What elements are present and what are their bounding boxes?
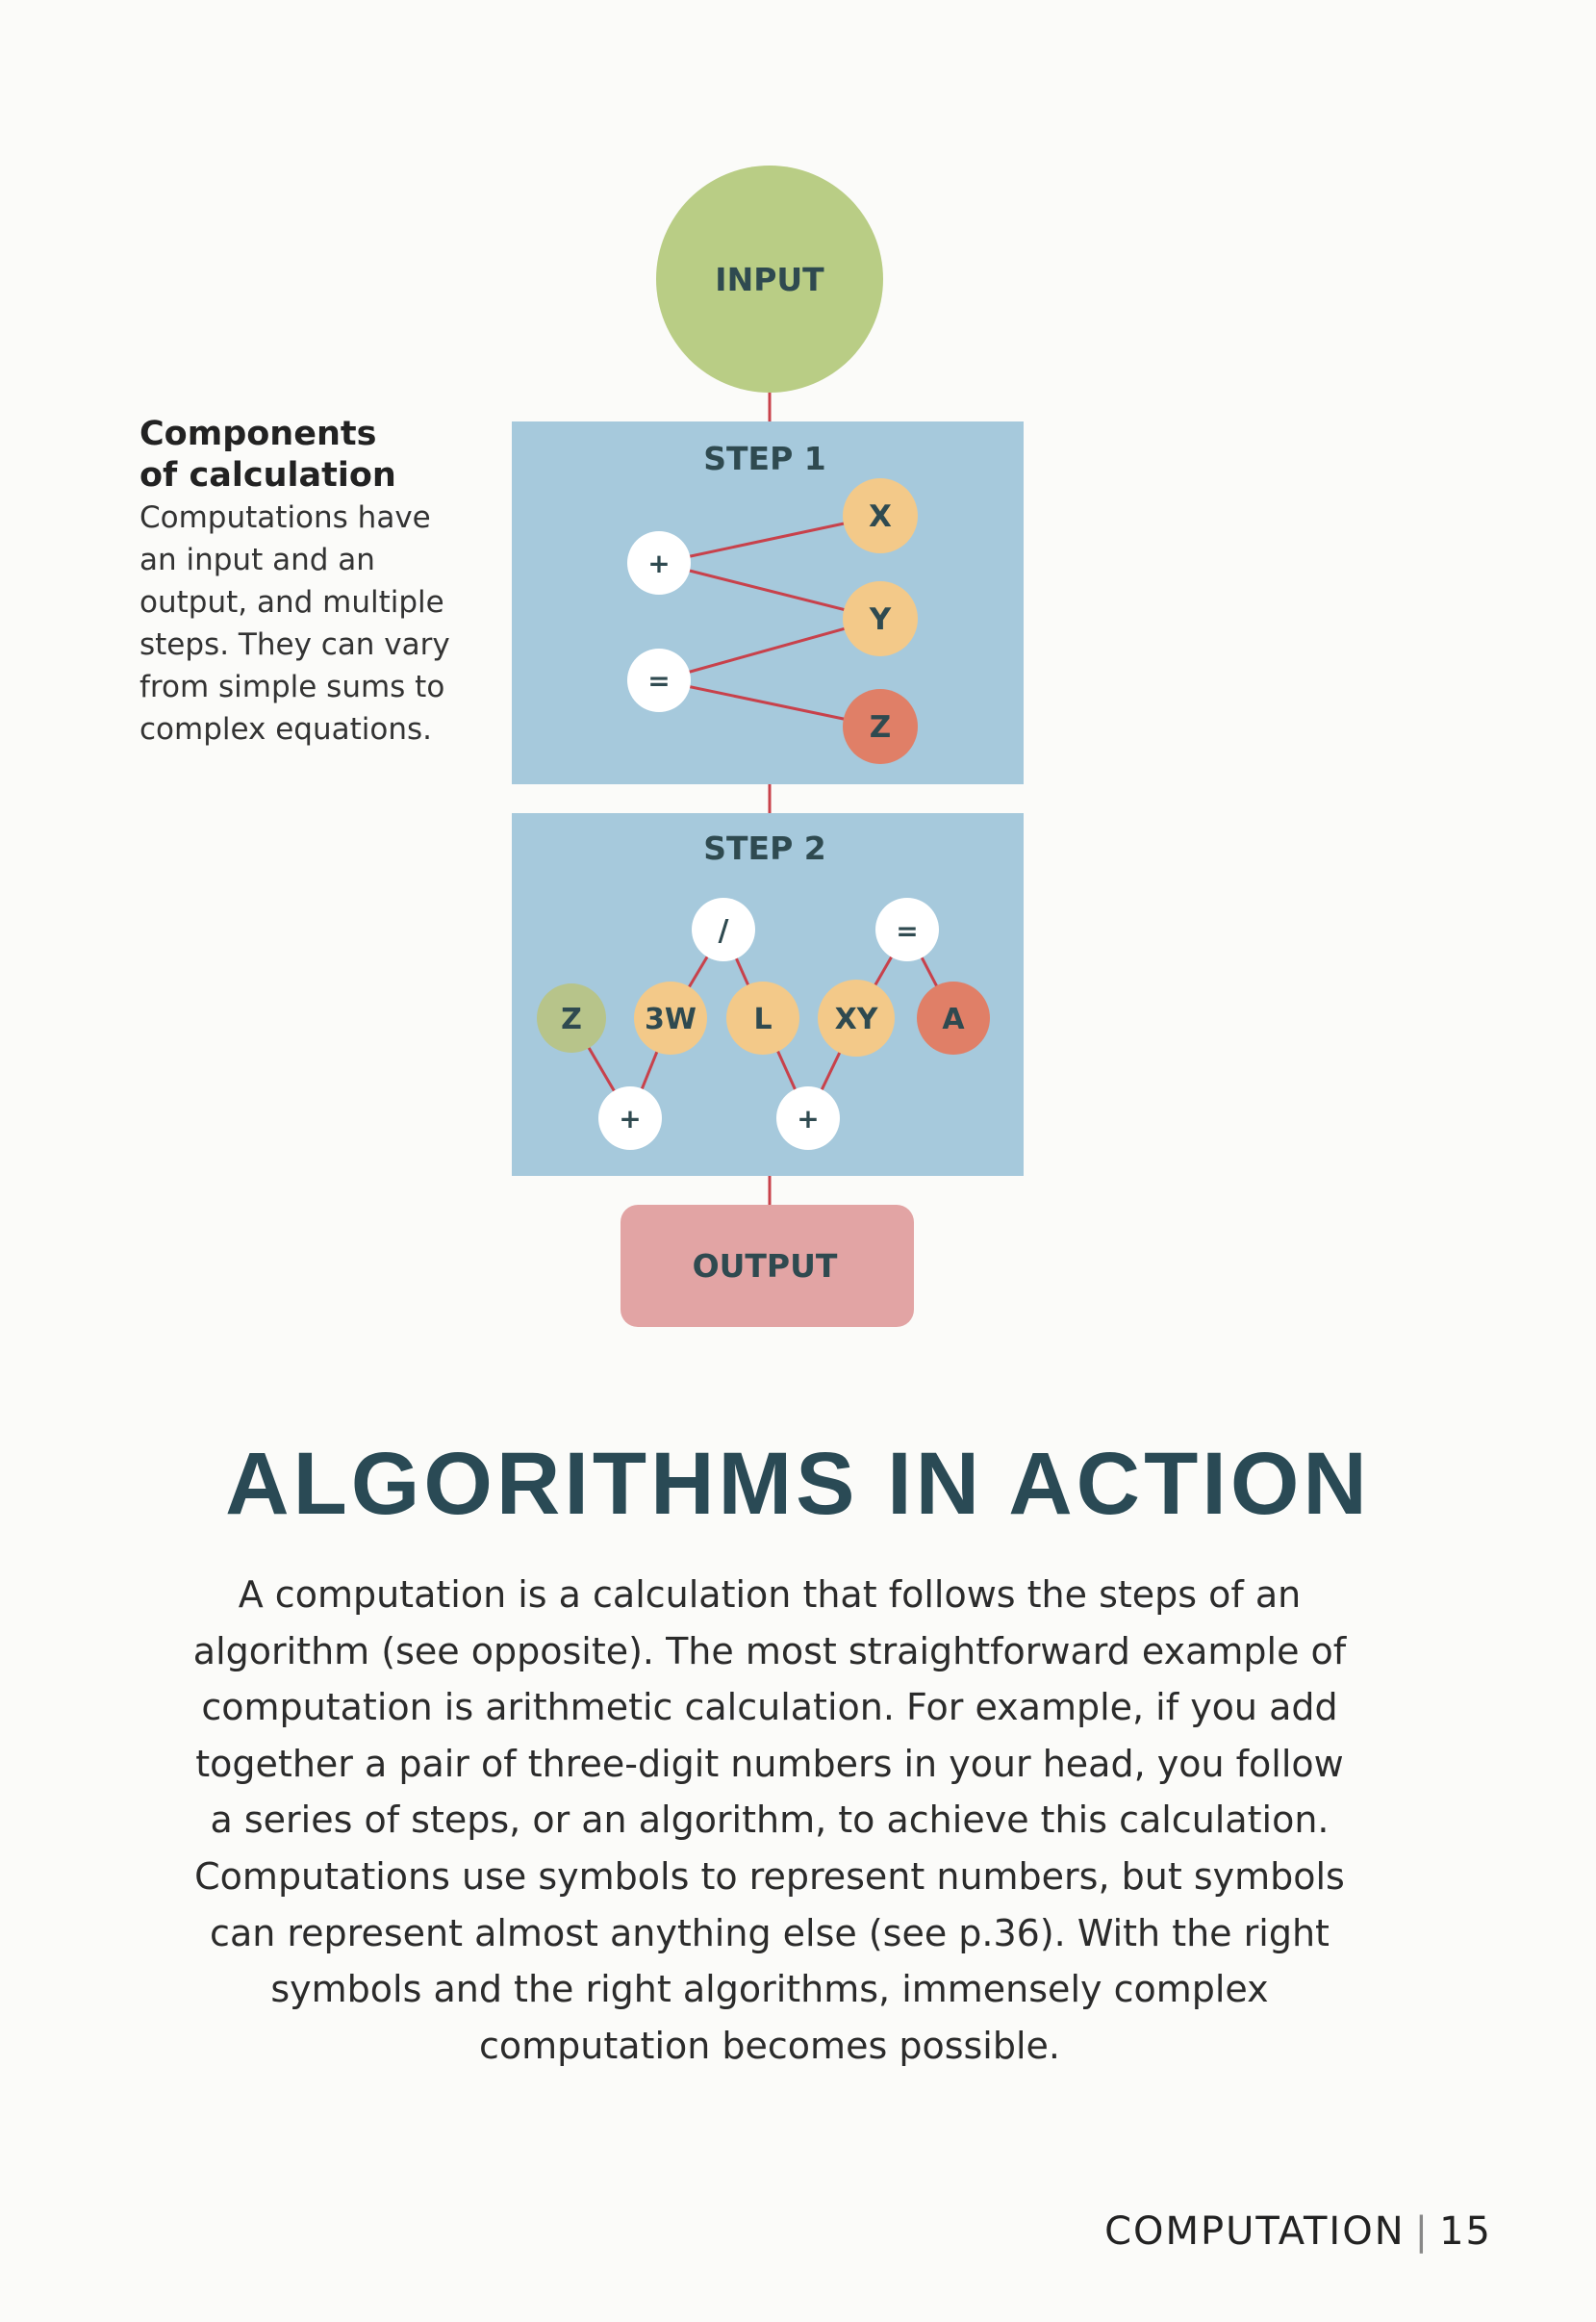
- caption-body-line: steps. They can vary: [139, 627, 450, 662]
- term-label: L: [753, 1003, 773, 1036]
- operator-symbol: +: [619, 1103, 642, 1135]
- caption-body-line: an input and an: [139, 543, 375, 577]
- term-label: 3W: [645, 1003, 697, 1036]
- variable-label: Z: [869, 710, 892, 745]
- caption-body-line: complex equations.: [139, 712, 433, 747]
- body-line: Computations use symbols to represent numbers, but symbols: [194, 1854, 1345, 1898]
- page-number: 15: [1439, 2209, 1492, 2254]
- operator-symbol: +: [647, 548, 671, 579]
- term-label: A: [942, 1003, 965, 1036]
- output-label: OUTPUT: [692, 1247, 838, 1285]
- body-line: A computation is a calculation that follows the steps of an: [238, 1573, 1302, 1616]
- body-line: can represent almost anything else (see p.36). With the right: [210, 1911, 1330, 1954]
- body-line: computation becomes possible.: [479, 2024, 1060, 2067]
- body-line: symbols and the right algorithms, immensely complex: [270, 1968, 1269, 2011]
- caption-title-line-2: of calculation: [139, 456, 396, 495]
- operator-symbol: =: [647, 665, 671, 697]
- operator-symbol: =: [896, 915, 919, 947]
- input-label: INPUT: [715, 261, 824, 298]
- variable-label: Y: [869, 602, 892, 637]
- caption-body-line: from simple sums to: [139, 670, 445, 704]
- caption-body-line: Computations have: [139, 500, 431, 535]
- footer-separator: |: [1414, 2209, 1431, 2254]
- page-footer: [1104, 2209, 1492, 2254]
- body-line: together a pair of three-digit numbers in your head, you follow: [195, 1742, 1344, 1785]
- variable-label: X: [869, 499, 892, 534]
- step2-label: STEP 2: [703, 829, 826, 867]
- operator-symbol: /: [718, 914, 729, 948]
- operator-symbol: +: [797, 1103, 820, 1135]
- body-line: algorithm (see opposite). The most straightforward example of: [192, 1629, 1347, 1672]
- body-line: computation is arithmetic calculation. For example, if you add: [201, 1686, 1338, 1729]
- section-name: COMPUTATION: [1104, 2209, 1406, 2254]
- caption-title-line-1: Components: [139, 415, 377, 453]
- body-line: a series of steps, or an algorithm, to achieve this calculation.: [210, 1799, 1330, 1842]
- section-heading: ALGORITHMS IN ACTION: [225, 1435, 1371, 1533]
- term-label: XY: [834, 1003, 878, 1036]
- term-label: Z: [561, 1003, 582, 1036]
- body-paragraph: [144, 1567, 1395, 2074]
- step1-label: STEP 1: [703, 440, 826, 477]
- caption-body-line: output, and multiple: [139, 585, 444, 620]
